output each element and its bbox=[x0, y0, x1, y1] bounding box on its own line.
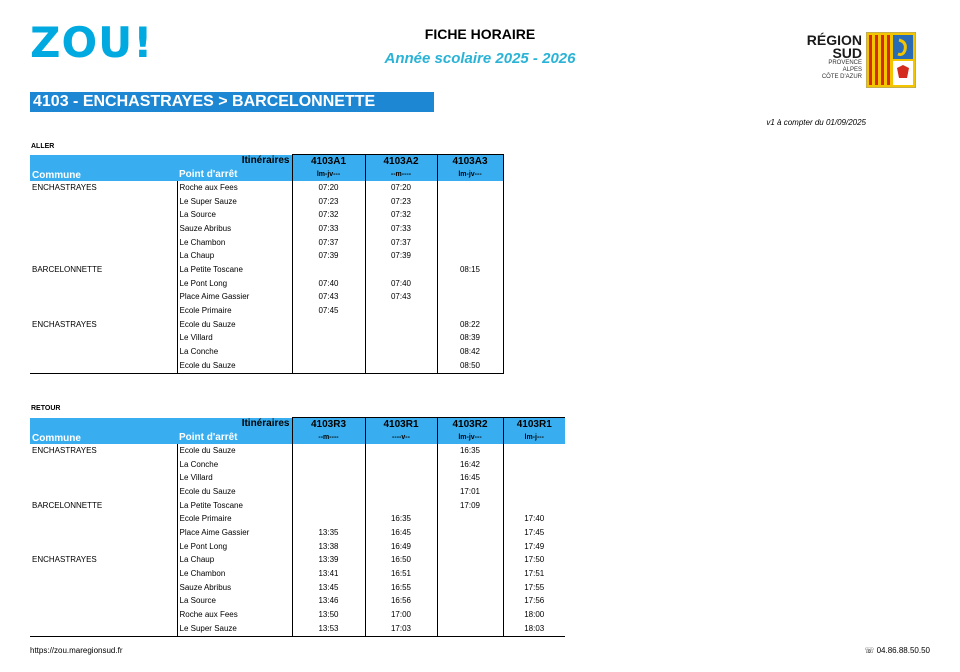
stop-cell: Le Pont Long bbox=[177, 277, 292, 291]
time-cell bbox=[437, 291, 503, 305]
course-header: 4103A3 bbox=[437, 155, 503, 169]
stop-cell: Le Villard bbox=[177, 471, 292, 485]
time-cell: 16:35 bbox=[365, 512, 437, 526]
stop-cell: Sauze Abribus bbox=[177, 222, 292, 236]
commune-cell bbox=[30, 222, 177, 236]
commune-cell bbox=[30, 249, 177, 263]
stop-cell: Ecole du Sauze bbox=[177, 318, 292, 332]
time-cell: 17:50 bbox=[524, 555, 545, 565]
stop-cell: La Source bbox=[177, 595, 292, 609]
table-row bbox=[30, 236, 503, 250]
stop-cell: Ecole du Sauze bbox=[177, 485, 292, 499]
table-row bbox=[30, 567, 565, 581]
time-cell: 07:40 bbox=[365, 277, 437, 291]
retour-label: RETOUR bbox=[31, 405, 61, 412]
route-banner: 4103 - ENCHASTRAYES > BARCELONNETTE bbox=[30, 92, 434, 112]
region-line2: SUD bbox=[832, 45, 862, 61]
time-cell: 07:39 bbox=[365, 249, 437, 263]
table-row bbox=[30, 277, 503, 291]
table-row bbox=[30, 263, 503, 277]
table-row bbox=[30, 595, 565, 609]
time-cell: 08:22 bbox=[437, 318, 503, 332]
footer-url[interactable]: https://zou.maregionsud.fr bbox=[30, 646, 123, 655]
days-header: --m---- bbox=[365, 168, 437, 181]
time-cell: 07:37 bbox=[292, 236, 365, 250]
table-row bbox=[30, 345, 503, 359]
time-cell bbox=[292, 458, 365, 472]
time-cell bbox=[437, 512, 503, 526]
time-cell: 17:00 bbox=[365, 608, 437, 622]
itineraires-header: Itinéraires bbox=[177, 155, 292, 169]
time-cell bbox=[292, 512, 365, 526]
time-cell bbox=[365, 304, 437, 318]
time-cell: 07:32 bbox=[365, 208, 437, 222]
table-row bbox=[30, 318, 503, 332]
table-row bbox=[30, 526, 565, 540]
time-cell: 13:39 bbox=[292, 554, 365, 568]
time-cell: 13:41 bbox=[292, 567, 365, 581]
commune-cell bbox=[30, 608, 177, 622]
table-row bbox=[30, 208, 503, 222]
time-cell bbox=[437, 567, 503, 581]
course-header: 4103R1 bbox=[365, 418, 437, 432]
time-cell bbox=[437, 181, 503, 195]
time-cell: 08:39 bbox=[437, 332, 503, 346]
page-subtitle: Année scolaire 2025 - 2026 bbox=[384, 50, 576, 67]
table-row bbox=[30, 581, 565, 595]
time-cell bbox=[365, 345, 437, 359]
table-row bbox=[30, 485, 565, 499]
time-cell bbox=[365, 485, 437, 499]
time-cell: 16:49 bbox=[365, 540, 437, 554]
table-row bbox=[30, 359, 503, 373]
table-row bbox=[30, 471, 565, 485]
time-cell bbox=[292, 332, 365, 346]
time-cell: 17:49 bbox=[524, 541, 545, 551]
commune-cell bbox=[30, 458, 177, 472]
time-cell: 16:45 bbox=[437, 471, 503, 485]
time-cell bbox=[292, 345, 365, 359]
time-cell: 07:45 bbox=[292, 304, 365, 318]
time-cell: 17:51 bbox=[524, 569, 545, 579]
stop-cell: Le Chambon bbox=[177, 567, 292, 581]
stop-cell: Roche aux Fees bbox=[177, 181, 292, 195]
point-arret-header: Point d'arrêt bbox=[177, 168, 292, 181]
time-cell bbox=[365, 471, 437, 485]
days-header: ----v-- bbox=[365, 431, 437, 444]
time-cell bbox=[503, 458, 565, 472]
stop-cell: Le Pont Long bbox=[177, 540, 292, 554]
table-row bbox=[30, 222, 503, 236]
time-cell bbox=[292, 499, 365, 513]
stop-cell: La Chaup bbox=[177, 554, 292, 568]
table-row bbox=[30, 622, 565, 636]
time-cell bbox=[437, 540, 503, 554]
time-cell bbox=[437, 249, 503, 263]
commune-cell bbox=[30, 540, 177, 554]
commune-header: Commune bbox=[30, 431, 177, 444]
time-cell bbox=[437, 526, 503, 540]
table-row bbox=[30, 249, 503, 263]
stop-cell: Ecole Primaire bbox=[177, 512, 292, 526]
region-line1: RÉGION bbox=[806, 32, 862, 48]
region-sub-1: PROVENCE bbox=[828, 60, 862, 66]
time-cell bbox=[437, 554, 503, 568]
time-cell bbox=[503, 485, 565, 499]
table-row bbox=[30, 458, 565, 472]
phone-icon: ☏ bbox=[864, 646, 875, 655]
itineraires-header: Itinéraires bbox=[177, 418, 292, 432]
stop-cell: Roche aux Fees bbox=[177, 608, 292, 622]
region-sub-3: CÔTE D'AZUR bbox=[821, 74, 862, 80]
table-row bbox=[30, 304, 503, 318]
time-cell bbox=[292, 444, 365, 458]
footer-phone bbox=[790, 646, 930, 655]
table-row bbox=[30, 195, 503, 209]
commune-cell bbox=[30, 595, 177, 609]
time-cell: 07:39 bbox=[292, 249, 365, 263]
course-header: 4103R3 bbox=[292, 418, 365, 432]
aller-label: ALLER bbox=[31, 143, 55, 150]
course-header: 4103R1 bbox=[503, 418, 565, 432]
time-cell bbox=[437, 304, 503, 318]
time-cell bbox=[292, 318, 365, 332]
time-cell: 13:45 bbox=[292, 581, 365, 595]
commune-cell bbox=[30, 567, 177, 581]
time-cell: 16:51 bbox=[365, 567, 437, 581]
region-shield-icon bbox=[866, 32, 916, 88]
stop-cell: La Chaup bbox=[177, 249, 292, 263]
stop-cell: Sauze Abribus bbox=[177, 581, 292, 595]
time-cell: 08:42 bbox=[437, 345, 503, 359]
page-title: FICHE HORAIRE bbox=[424, 26, 536, 42]
table-row bbox=[30, 540, 565, 554]
time-cell: 07:37 bbox=[365, 236, 437, 250]
stop-cell: La Source bbox=[177, 208, 292, 222]
time-cell bbox=[365, 458, 437, 472]
stop-cell: Le Super Sauze bbox=[177, 622, 292, 636]
time-cell: 16:42 bbox=[437, 458, 503, 472]
commune-cell bbox=[30, 622, 177, 636]
time-cell bbox=[365, 499, 437, 513]
commune-cell bbox=[30, 485, 177, 499]
time-cell: 17:45 bbox=[524, 527, 545, 537]
commune-cell bbox=[30, 291, 177, 305]
time-cell: 16:45 bbox=[365, 526, 437, 540]
time-cell: 08:15 bbox=[437, 263, 503, 277]
time-cell: 17:56 bbox=[524, 596, 545, 606]
days-header: lm-jv--- bbox=[292, 168, 365, 181]
region-sud-logo-text bbox=[782, 34, 862, 81]
commune-cell: BARCELONNETTE bbox=[32, 500, 103, 510]
stop-cell: La Petite Toscane bbox=[177, 499, 292, 513]
time-cell bbox=[437, 595, 503, 609]
time-cell: 13:50 bbox=[292, 608, 365, 622]
commune-cell bbox=[30, 332, 177, 346]
version-note: v1 à compter du 01/09/2025 bbox=[766, 118, 866, 127]
time-cell: 07:40 bbox=[292, 277, 365, 291]
aller-timetable bbox=[30, 154, 504, 374]
time-cell: 07:43 bbox=[292, 291, 365, 305]
time-cell bbox=[365, 359, 437, 373]
time-cell: 07:20 bbox=[365, 181, 437, 195]
retour-timetable bbox=[30, 417, 565, 637]
stop-cell: Le Villard bbox=[177, 332, 292, 346]
time-cell bbox=[437, 222, 503, 236]
commune-cell bbox=[30, 526, 177, 540]
time-cell bbox=[292, 359, 365, 373]
commune-cell bbox=[30, 304, 177, 318]
commune-cell bbox=[30, 512, 177, 526]
time-cell bbox=[365, 332, 437, 346]
commune-header: Commune bbox=[30, 168, 177, 181]
phone-number: 04.86.88.50.50 bbox=[876, 646, 930, 655]
commune-cell bbox=[30, 208, 177, 222]
zou-logo-text: ZOU! bbox=[30, 18, 154, 67]
time-cell bbox=[437, 236, 503, 250]
time-cell bbox=[503, 471, 565, 485]
table-row bbox=[30, 291, 503, 305]
stop-cell: Ecole Primaire bbox=[177, 304, 292, 318]
commune-cell bbox=[30, 359, 177, 373]
commune-cell bbox=[30, 581, 177, 595]
time-cell: 18:03 bbox=[503, 622, 565, 636]
commune-cell bbox=[30, 236, 177, 250]
time-cell bbox=[292, 471, 365, 485]
stop-cell: La Conche bbox=[177, 345, 292, 359]
time-cell bbox=[365, 263, 437, 277]
time-cell: 07:23 bbox=[365, 195, 437, 209]
time-cell bbox=[437, 195, 503, 209]
time-cell: 16:55 bbox=[365, 581, 437, 595]
commune-cell: ENCHASTRAYES bbox=[32, 555, 97, 565]
time-cell: 07:23 bbox=[292, 195, 365, 209]
time-cell: 07:20 bbox=[292, 181, 365, 195]
time-cell: 17:03 bbox=[365, 622, 437, 636]
commune-cell: ENCHASTRAYES bbox=[32, 319, 97, 329]
region-sub-2: ALPES bbox=[842, 67, 862, 73]
time-cell: 07:33 bbox=[365, 222, 437, 236]
time-cell: 16:35 bbox=[437, 444, 503, 458]
time-cell bbox=[437, 581, 503, 595]
time-cell: 13:53 bbox=[292, 622, 365, 636]
stop-cell: Ecole du Sauze bbox=[177, 359, 292, 373]
time-cell: 08:50 bbox=[437, 359, 503, 373]
header-empty bbox=[30, 418, 177, 432]
time-cell: 17:40 bbox=[524, 514, 545, 524]
time-cell bbox=[503, 499, 565, 513]
time-cell: 17:09 bbox=[437, 499, 503, 513]
table-row bbox=[30, 181, 503, 195]
time-cell bbox=[292, 263, 365, 277]
table-row bbox=[30, 608, 565, 622]
table-row bbox=[30, 332, 503, 346]
point-arret-header: Point d'arrêt bbox=[177, 431, 292, 444]
commune-cell bbox=[30, 471, 177, 485]
time-cell bbox=[437, 277, 503, 291]
time-cell bbox=[365, 318, 437, 332]
time-cell: 18:00 bbox=[524, 610, 545, 620]
time-cell: 07:43 bbox=[365, 291, 437, 305]
time-cell: 07:32 bbox=[292, 208, 365, 222]
course-header: 4103A1 bbox=[292, 155, 365, 169]
time-cell: 13:38 bbox=[292, 540, 365, 554]
course-header: 4103R2 bbox=[437, 418, 503, 432]
time-cell bbox=[365, 444, 437, 458]
time-cell: 07:33 bbox=[292, 222, 365, 236]
table-row bbox=[30, 499, 565, 513]
days-header: lm-jv--- bbox=[437, 168, 503, 181]
table-row bbox=[30, 512, 565, 526]
stop-cell: La Conche bbox=[177, 458, 292, 472]
time-cell bbox=[292, 485, 365, 499]
table-row bbox=[30, 444, 565, 458]
stop-cell: Ecole du Sauze bbox=[177, 444, 292, 458]
commune-cell bbox=[30, 195, 177, 209]
stop-cell: Place Aime Gassier bbox=[177, 291, 292, 305]
commune-cell: BARCELONNETTE bbox=[32, 264, 103, 274]
table-row bbox=[30, 554, 565, 568]
time-cell: 16:56 bbox=[365, 595, 437, 609]
time-cell: 17:55 bbox=[524, 582, 545, 592]
time-cell bbox=[437, 208, 503, 222]
time-cell: 17:01 bbox=[437, 485, 503, 499]
days-header: lm-j--- bbox=[503, 431, 565, 444]
time-cell bbox=[437, 608, 503, 622]
zou-logo bbox=[30, 18, 154, 67]
stop-cell: Place Aime Gassier bbox=[177, 526, 292, 540]
time-cell: 16:50 bbox=[365, 554, 437, 568]
time-cell: 13:35 bbox=[292, 526, 365, 540]
commune-cell: ENCHASTRAYES bbox=[32, 445, 97, 455]
time-cell bbox=[503, 444, 565, 458]
stop-cell: Le Super Sauze bbox=[177, 195, 292, 209]
commune-cell bbox=[30, 345, 177, 359]
commune-cell: ENCHASTRAYES bbox=[32, 182, 97, 192]
course-header: 4103A2 bbox=[365, 155, 437, 169]
time-cell: 13:46 bbox=[292, 595, 365, 609]
days-header: --m---- bbox=[292, 431, 365, 444]
header-empty bbox=[30, 155, 177, 169]
stop-cell: La Petite Toscane bbox=[177, 263, 292, 277]
days-header: lm-jv--- bbox=[437, 431, 503, 444]
stop-cell: Le Chambon bbox=[177, 236, 292, 250]
time-cell bbox=[437, 622, 503, 636]
commune-cell bbox=[30, 277, 177, 291]
